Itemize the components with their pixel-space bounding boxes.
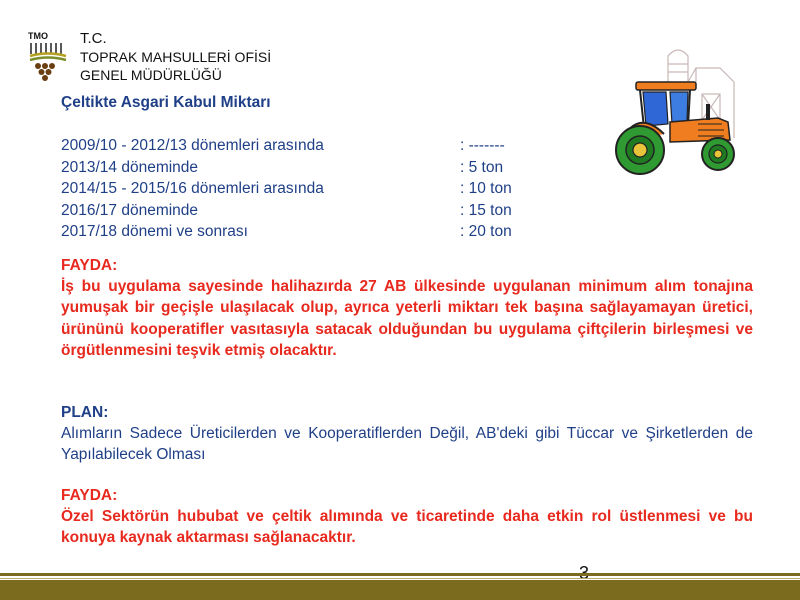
period-label: 2016/17 döneminde <box>61 201 199 219</box>
logo-text: TMO <box>28 31 48 41</box>
org-line-tc: T.C. <box>80 30 107 47</box>
fayda-section-1 <box>61 256 753 362</box>
period-row <box>61 200 753 222</box>
period-value: : ------- <box>460 137 505 154</box>
plan-label: PLAN: <box>61 403 109 421</box>
fayda-text: İş bu uygulama sayesinde halihazırda 27 AB ülkesinde uygulanan minimum alım tonajına yumuşak bir geçişle ulaşılacak olup, ayrıca yeterli miktarı tek başına sağlayamayan üretici, ürününü kooperatifler vasıtasıyla satacak olduğundan bu uygulama çiftçilerin birleşmesi ve örgütlenmesini teşvik etmiş olacaktır. <box>61 277 753 359</box>
period-row <box>61 178 753 200</box>
section-title: Çeltikte Asgari Kabul Miktarı <box>61 94 271 111</box>
fayda-label: FAYDA: <box>61 486 118 504</box>
footer-divider-highlight <box>0 578 800 579</box>
period-label: 2014/15 - 2015/16 dönemleri arasında <box>61 180 324 197</box>
plan-text: Alımların Sadece Üreticilerden ve Kooperatiflerden Değil, AB'deki gibi Tüccar ve Şirketlerden de Yapılabilecek Olması <box>61 424 753 463</box>
fayda-text: Özel Sektörün hububat ve çeltik alımında ve ticaretinde daha etkin rol üstlenmesi ve bu konuya kaynak aktarması sağlanacaktır. <box>61 507 753 546</box>
period-row <box>61 157 753 179</box>
period-value: : 10 ton <box>460 180 512 197</box>
period-value: : 20 ton <box>460 223 512 240</box>
period-list <box>61 135 753 243</box>
org-name <box>80 30 271 84</box>
period-value: : 15 ton <box>460 201 512 219</box>
footer-band <box>0 580 800 600</box>
main-content <box>61 93 753 549</box>
plan-section <box>61 403 753 466</box>
tmo-logo-icon <box>26 30 70 84</box>
org-line-directorate: GENEL MÜDÜRLÜĞÜ <box>80 67 222 83</box>
period-label: 2013/14 döneminde <box>61 158 199 176</box>
footer-divider <box>0 573 800 576</box>
period-row <box>61 135 753 157</box>
period-row <box>61 221 753 243</box>
fayda-label: FAYDA: <box>61 256 118 274</box>
fayda-section-2 <box>61 486 753 549</box>
org-line-name: TOPRAK MAHSULLERİ OFİSİ <box>80 49 272 65</box>
period-label: 2017/18 dönemi ve sonrası <box>61 223 248 240</box>
period-label: 2009/10 - 2012/13 dönemleri arasında <box>61 137 324 154</box>
period-value: : 5 ton <box>460 158 504 176</box>
